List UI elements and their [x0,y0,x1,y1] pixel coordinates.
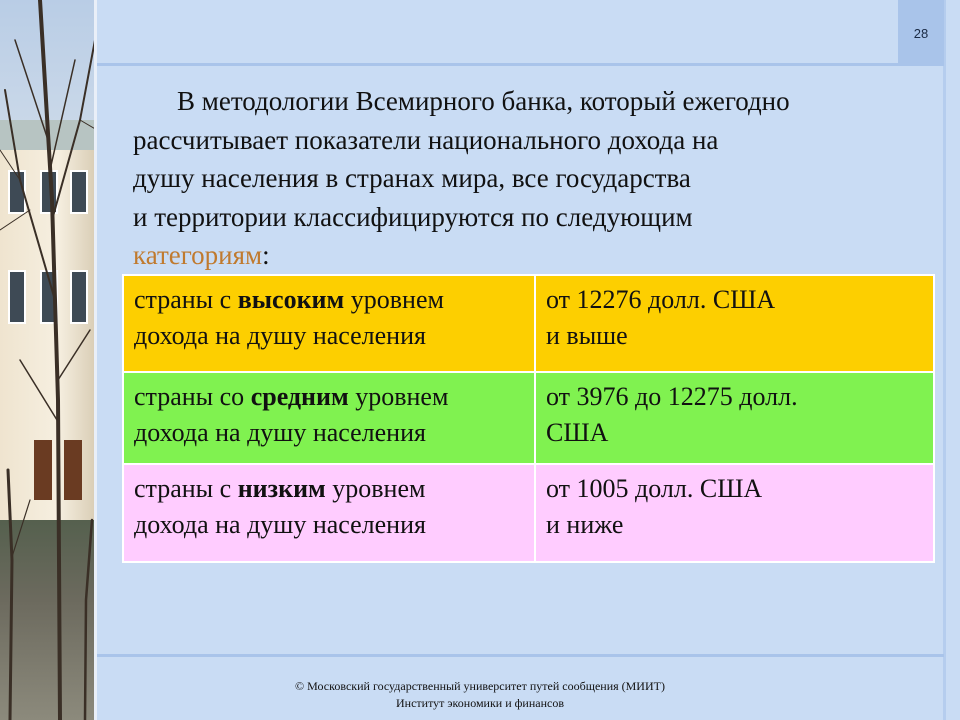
range-text: от 1005 долл. США [546,474,763,503]
intro-line [133,236,913,275]
category-text: уровнем [325,474,426,503]
category-text: дохода на душу населения [134,510,426,539]
intro-accent-word: категориям [133,240,263,270]
range-cell [535,275,934,372]
range-text: и выше [546,321,628,350]
intro-line: и территории классифицируются по следующим [133,201,693,232]
table-row-high [123,275,934,372]
intro-line: рассчитывает показатели национального дохода на [133,124,719,155]
range-cell [535,372,934,464]
category-level: средним [250,382,349,411]
top-rule [97,63,944,66]
category-text: страны со [134,382,251,411]
category-cell [123,275,535,372]
category-text: уровнем [348,382,449,411]
category-level: высоким [237,285,345,314]
footer [200,678,760,712]
footer-institute: Институт экономики и финансов [395,696,565,710]
intro-text [133,82,913,275]
page-number: 28 [898,0,944,66]
range-text: США [546,418,609,447]
range-text: и ниже [546,510,624,539]
category-cell [123,464,535,562]
category-text: дохода на душу населения [134,418,426,447]
category-text: страны с [134,285,238,314]
category-text: уровнем [344,285,444,314]
intro-trailing: : [262,240,270,270]
category-level: низким [237,474,326,503]
category-cell [123,372,535,464]
bottom-rule [97,654,944,657]
intro-line: душу населения в странах мира, все государства [133,163,691,193]
table-row-middle [123,372,934,464]
range-text: от 12276 долл. США [546,285,776,314]
footer-copyright: © Московский государственный университет путей сообщения (МИИТ) [295,679,665,693]
right-rule [943,0,946,720]
tree-branches [0,0,97,720]
intro-line: В методологии Всемирного банка, который ежегодно [177,86,790,116]
range-text: от 3976 до 12275 долл. [546,382,798,411]
income-category-table [122,274,935,563]
photo-edge [94,0,97,720]
category-text: страны с [134,474,238,503]
range-cell [535,464,934,562]
building-photo [0,0,97,720]
table-row-low [123,464,934,562]
category-text: дохода на душу населения [134,321,426,350]
